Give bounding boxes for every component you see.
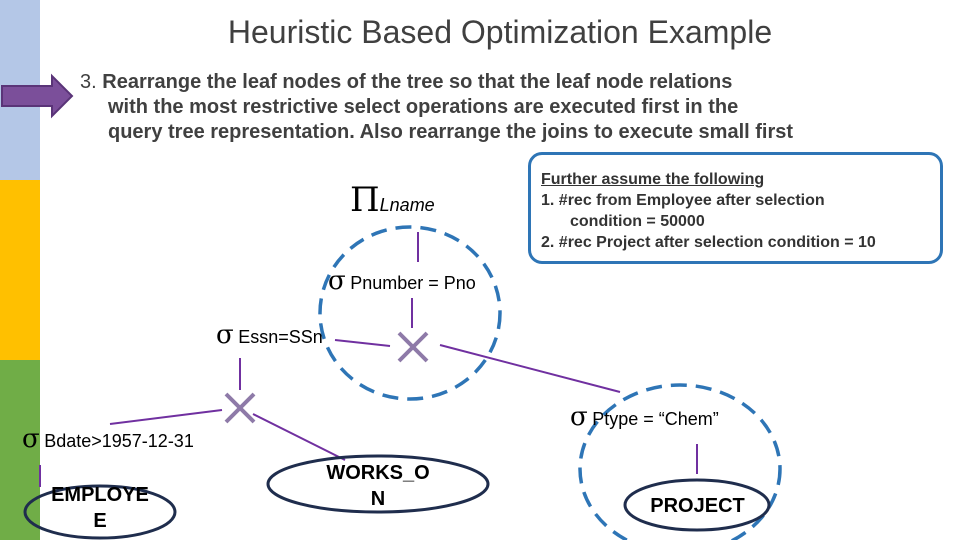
- join-cross-icon: [399, 333, 427, 361]
- callout-heading: Further assume the following: [541, 171, 765, 188]
- relation-employee-line-1: EMPLOYE: [51, 484, 149, 506]
- callout-item-1: 1. #rec from Employee after selection: [541, 192, 825, 209]
- selection-essn-node: [216, 320, 323, 350]
- sigma-icon: σ: [22, 424, 40, 454]
- selection-pnumber-label: Pnumber = Pno: [350, 273, 476, 293]
- sigma-icon: σ: [216, 320, 234, 350]
- relation-employee: [40, 482, 160, 534]
- edge-cross-to-works: [253, 414, 345, 460]
- relation-employee-line-2: E: [93, 510, 107, 532]
- selection-bdate-node: [22, 424, 194, 454]
- relation-works-on-line-2: N: [370, 488, 386, 510]
- selection-bdate-label: Bdate>1957-12-31: [44, 431, 194, 451]
- callout-item-1-cont: condition = 50000: [570, 213, 705, 230]
- relation-project-label: PROJECT: [650, 495, 745, 517]
- join-cross-lower-icon: [226, 394, 254, 422]
- edge-essn-to-join: [335, 340, 390, 346]
- relation-works-on: [298, 460, 458, 512]
- selection-ptype-node: [570, 402, 719, 432]
- selection-ptype-label: Ptype = “Chem”: [592, 409, 719, 429]
- projection-node: [350, 180, 435, 220]
- bullet-number: 3.: [80, 71, 97, 93]
- bullet-line-2: with the most restrictive select operations are executed first in the: [108, 96, 739, 118]
- sigma-icon: σ: [570, 402, 588, 432]
- bullet-line-3: query tree representation. Also rearrange the joins to execute small first: [108, 121, 794, 143]
- bullet-line-1: Rearrange the leaf nodes of the tree so that the leaf node relations: [102, 71, 733, 93]
- relation-works-on-line-1: WORKS_O: [326, 462, 430, 484]
- edge-join-to-ptype: [440, 345, 620, 392]
- dashed-circle-join: [320, 227, 500, 399]
- edge-cross-to-bdate: [110, 410, 222, 424]
- sigma-icon: σ: [328, 266, 346, 296]
- relation-project: [625, 493, 770, 519]
- pi-symbol: Π: [350, 180, 380, 220]
- projection-attribute: Lname: [379, 195, 435, 215]
- slide-title: Heuristic Based Optimization Example: [227, 14, 773, 50]
- selection-pnumber-node: [328, 266, 476, 296]
- callout-item-2: 2. #rec Project after selection condition = 10: [541, 234, 876, 251]
- selection-essn-label: Essn=SSn: [238, 327, 323, 347]
